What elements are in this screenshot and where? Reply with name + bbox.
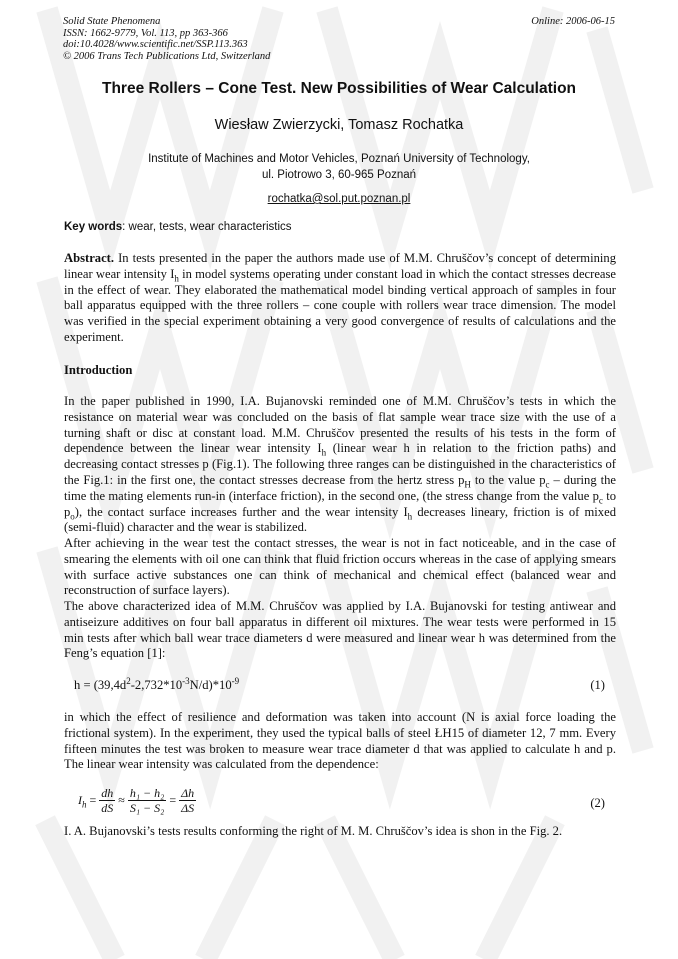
p1-sub-1: h (321, 447, 327, 458)
keywords-list: : wear, tests, wear characteristics (122, 221, 292, 233)
p1-text-d: – during the time the mating elements run-in (interface friction), in the second one, (the stress change from the value p (64, 472, 617, 503)
p1-sub-2: H (464, 479, 471, 490)
abstract-subscript: h (174, 273, 179, 284)
p1-sub-4: c (598, 495, 603, 506)
paper-authors: Wiesław Zwierzycki, Tomasz Rochatka (214, 117, 464, 133)
intro-paragraph-2: After achieving in the wear test the contact stresses, the wear is not in fact noticeable, and in the case of smearing the elements with oil one can think that fluid friction occurs whereas in the case of applying smears with surface active substances one can think of mechanical and chemical effect (balanced wear and reconstruction of surface layers). (64, 536, 616, 598)
affiliation-line-2: ul. Piotrowo 3, 60-965 Poznań (261, 169, 417, 181)
eq2-f3-den: ΔS (181, 801, 195, 815)
equation-1-number: (1) (590, 678, 605, 692)
keywords-label: Key words (64, 221, 123, 233)
journal-name: Solid State Phenomena (63, 16, 161, 27)
abstract-text-2: in model systems operating under constant load in which the contact stresses decrease in the effect of wear. They elaborated the mathematical model binding vertical approach of samples in four ball apparatus equipped with the three rollers – cone couple with rollers wear trace dimension. The model was verified in the special experiment obtaining a very good convergence of results of calculations and the experiment. (64, 266, 617, 344)
p1-sub-3: c (545, 479, 550, 490)
author-email-link[interactable]: rochatka@sol.put.poznan.pl (267, 193, 411, 205)
intro-paragraph-1 (64, 394, 616, 536)
eq2-lhs-symbol: I (78, 793, 82, 807)
intro-paragraph-5: I. A. Bujanovski’s tests results conforming the right of M. M. Chruščov’s idea is shon in the Fig. 2. (64, 824, 563, 838)
intro-paragraph-4: in which the effect of resilience and deformation was taken into account (N is axial force loading the frictional system). In the experiment, they used the typical balls of steel ŁH15 of diameter 12, 7 mm. Every fifteen minutes the test was broken to measure wear trace diameter d that was applied to calculate h and p. The linear wear intensity was calculated from the dependence: (64, 710, 616, 772)
eq2-lhs (78, 793, 87, 808)
online-date: Online: 2006-06-15 (531, 16, 615, 27)
eq2-equals-1: = (89, 793, 97, 807)
eq2-equals-2: = (169, 793, 177, 807)
eq2-f2-den: S₁ − S₂ (129, 801, 165, 815)
equation-2 (78, 786, 196, 815)
p1-text-b: (linear wear h in relation to the friction paths) and decreasing contact stresses p (Fig.1). The following three ranges can be distinguished in the characteristics of the Fig.1: in the first one, the contact stresses decrease from the hertz stress p (64, 441, 616, 487)
eq2-f2-num: h₁ − h₂ (129, 786, 165, 800)
eq2-lhs-sub: h (82, 799, 87, 810)
p1-text-e: to p (64, 488, 616, 519)
eq1-sup-2: -3 (182, 675, 190, 686)
author-affiliation (40, 151, 638, 183)
eq2-fraction-3 (179, 786, 196, 815)
eq1-part-c: N/d)*10 (189, 678, 232, 692)
keywords (64, 221, 292, 233)
p1-text-c: to the value p (470, 472, 546, 487)
p1-sub-5: o (70, 511, 75, 522)
affiliation-line-1: Institute of Machines and Motor Vehicles, Poznań University of Technology, (148, 153, 530, 165)
abstract-paragraph (64, 251, 616, 346)
copyright-line: © 2006 Trans Tech Publications Ltd, Switzerland (63, 50, 271, 62)
eq2-f1-den: dS (101, 801, 114, 815)
equation-2-number: (2) (590, 796, 605, 810)
doi-line: doi:10.4028/www.scientific.net/SSP.113.363 (63, 39, 248, 50)
eq1-part-b: -2,732*10 (130, 678, 183, 692)
equation-1 (74, 675, 240, 693)
abstract-label: Abstract. (64, 251, 115, 265)
intro-paragraph-3: The above characterized idea of M.M. Chruščov was applied by I.A. Bujanovski for testing antiwear and antiseizure additives on four ball apparatus in different oil mixtures. The wear tests were performed in 15 min tests after which ball wear trace diameters d were measured and linear wear h was determined from the Feng’s equation [1]: (64, 599, 616, 661)
p1-sub-6: h (407, 511, 413, 522)
introduction-heading: Introduction (64, 363, 133, 377)
eq1-part-a: h = (39,4d (74, 678, 127, 692)
eq2-approx: ≈ (118, 793, 125, 807)
abstract-text-1: In tests presented in the paper the authors made use of M.M. Chruščov’s concept of determining linear wear intensity I (64, 251, 616, 281)
journal-header (63, 16, 393, 62)
p1-text-a: In the paper published in 1990, I.A. Bujanovski reminded one of M.M. Chruščov’s tests in which the resistance on material wear was concluded on the basis of flat sample wear trace size with the use of a turning shaft or disc at constant load. M.M. Chruščov presented the results of his tests in the form of dependence between the linear wear intensity I (64, 394, 616, 456)
eq2-fraction-1 (99, 786, 115, 815)
eq2-f3-num: Δh (181, 786, 195, 800)
eq1-sup-3: -9 (231, 675, 240, 686)
p1-text-f: ), the contact surface increases further and the wear intensity I (74, 504, 408, 519)
issn-line: ISSN: 1662-9779, Vol. 113, pp 363-366 (63, 27, 228, 39)
eq2-fraction-2 (128, 786, 166, 815)
eq1-sup-1: 2 (126, 675, 131, 686)
paper-title: Three Rollers – Cone Test. New Possibilities of Wear Calculation (101, 80, 577, 97)
p1-text-g: decreases lineary, friction is of mixed (semi-fluid) character and the wear is stabilized. (64, 504, 616, 535)
eq2-f1-num: dh (101, 786, 114, 800)
